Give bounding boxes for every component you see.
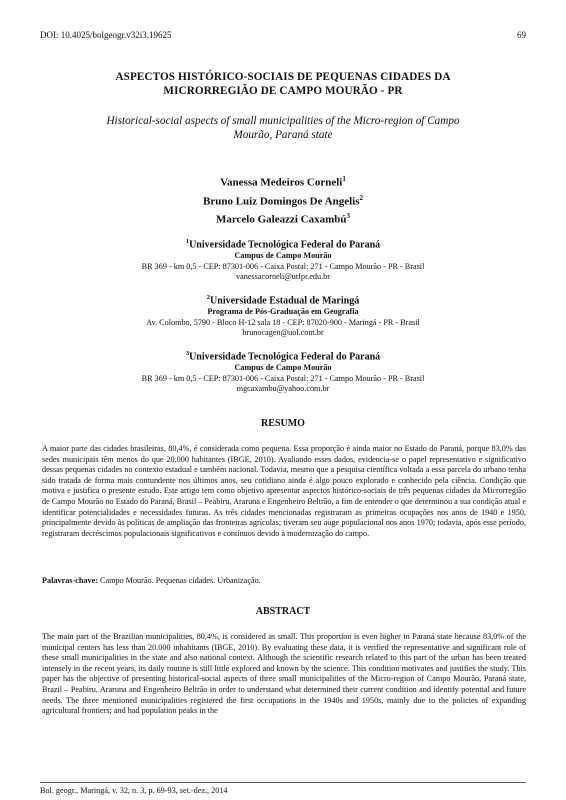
department: Programa de Pós-Graduação em Geografia	[207, 307, 359, 317]
author: Bruno Luiz Domingos De Angelis$^2$	[203, 193, 363, 208]
address: BR 369 - km 0,5 - CEP: 87301-006 - Caixa Postal: 271 - Campo Mourão - PR - Brasil	[141, 373, 425, 383]
email[interactable]: mgcaxambu@yahoo.com.br	[236, 384, 330, 394]
affiliation-3	[40, 348, 526, 395]
paper-title	[40, 70, 526, 98]
abstract-heading: ABSTRACT	[255, 606, 311, 617]
resumo-text: A maior parte das cidades brasileiras, 80,4%, é considerada como pequena. Essa proporção é ainda maior no Estado do Paraná, porque 83,0% das sedes municipais têm menos do que 20.000 habitantes (IBGE, 2010). Avaliando esses dados, evidencia-se o papel representativo e significativo dessas pequenas cidades no contexto estadual e também nacional. Todavia, mesmo que a pesquisa científica voltada a essa parcela do urbano tenha sido tratada de forma mais contundente nos últimos anos, seu cotidiano ainda é algo pouco explorado e conhecido pela ciência. Condição que motiva e justifica o presente estudo. Este artigo tem como objetivo apresentar aspectos histórico-sociais de três pequenas cidades da Microrregião de Campo Mourão no Estado do Paraná, Brasil – Peabiru, Araruna e Engenheiro Beltrão, a fim de entender o que determinou a sua condição atual e identificar potencialidades e necessidades futuras. As três cidades mencionadas registraram as primeiras ocupações nos anos de 1940 e 1950, principalmente devido às políticas de ampliação das fronteiras agrícolas; tiveram seu auge populacional nos anos 1970; todavia, após esse período, registraram decréscimos populacionais significativos e contínuos devido à modernização do campo.	[42, 444, 526, 538]
department: Campus de Campo Mourão	[234, 363, 332, 373]
author: Vanessa Medeiros Corneli$^1$	[220, 175, 346, 189]
university: $^1$Universidade Tecnológica Federal do Paraná	[185, 238, 381, 251]
affiliation-2	[40, 292, 526, 339]
title-line: MICRORREGIÃO DE CAMPO MOURÃO - PR	[163, 85, 403, 97]
paper-subtitle	[40, 114, 526, 142]
email[interactable]: vanessacorneli@utfpr.edu.br	[236, 272, 330, 282]
affiliation-1	[40, 236, 526, 283]
resumo-heading: RESUMO	[261, 418, 305, 429]
subtitle-line: Historical-social aspects of small municipalities of the Micro-region of Campo	[106, 115, 460, 127]
footer-rule	[40, 782, 526, 783]
author: Marcelo Galeazzi Caxambú$^3$	[215, 212, 351, 226]
abstract-text: The main part of the Brazilian municipalities, 80,4%, is considered as small. This proportion is even higher in Paraná state because 83,0% of the municipal centers has less than 20.000 inhabitants (IBGE, 2010). By evaluating these data, it is verified the representative and significant role of these small municipalities in the state and also national context. Although the scientific research related to this part of the urban has been treated intensely in the recent years, its daily routine is still little explored and known by the science. This condition motivates and justifies the study. This paper has the objective of presenting historical-social aspects of three small municipalities of the Micro-region of Campo Mourão, Paraná state, Brazil – Peabiru, Araruna and Engenheiro Beltrão in order to understand what determined their current condition and identify potential and future needs. The three mentioned municipalities registered the first occupations in the 1940s and 1950s, mainly due to the policies of expanding agricultural frontiers; and had population peaks in the	[42, 632, 526, 716]
keywords	[42, 576, 526, 587]
page-footer: Bol. geogr., Maringá, v. 32, n. 3, p. 69-93, set.-dez., 2014	[40, 786, 228, 795]
address: BR 369 - km 0,5 - CEP: 87301-006 - Caixa Postal: 271 - Campo Mourão - PR - Brasil	[141, 261, 425, 271]
keywords-label: Palavras-chave:	[42, 576, 98, 585]
title-line: ASPECTOS HISTÓRICO-SOCIAIS DE PEQUENAS CIDADES DA	[115, 71, 451, 83]
department: Campus de Campo Mourão	[234, 251, 332, 261]
university: $^2$Universidade Estadual de Maringá	[206, 294, 360, 307]
doi[interactable]: DOI: 10.4025/bolgeogr.v32i3.19625	[40, 30, 172, 40]
author-list	[40, 172, 526, 228]
subtitle-line: Mourão, Paraná state	[233, 129, 333, 141]
email[interactable]: brunocagen@uol.com.br	[242, 328, 324, 338]
keywords-value: Campo Mourão. Pequenas cidades. Urbanização.	[97, 576, 261, 585]
university: $^3$Universidade Tecnológica Federal do Paraná	[185, 350, 381, 363]
address: Av. Colombo, 5790 - Bloco H-12 sala 18 - CEP: 87020-900 - Maringá - PR - Brasil	[146, 317, 420, 327]
page-header	[40, 30, 526, 40]
page-number: 69	[517, 30, 526, 40]
